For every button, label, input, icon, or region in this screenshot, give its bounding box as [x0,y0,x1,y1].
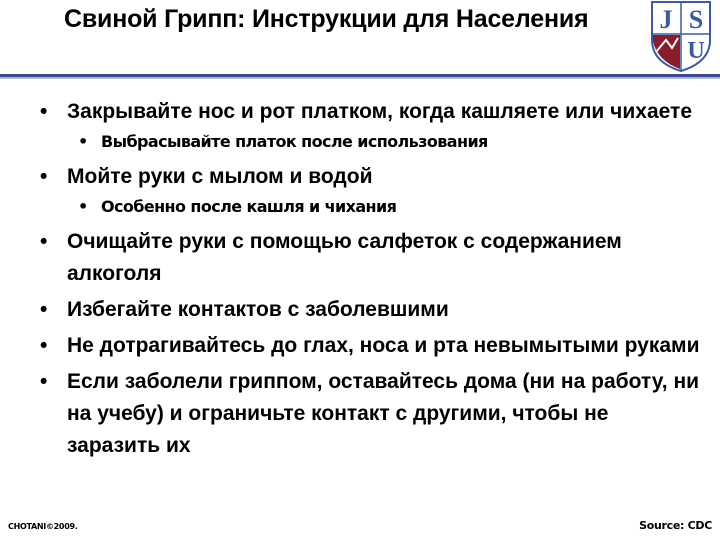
bullet-dot: • [40,165,48,188]
bullet-dot: • [40,370,48,393]
copyright-footer: CHOTANI©2009. [8,522,78,531]
bullet-dot: • [40,334,48,357]
slide-title: Свиной Грипп: Инструкции для Населения [64,5,589,33]
source-footer: Source: CDC [639,519,712,532]
bullet-text: Закрывайте нос и рот платком, когда кашляете или чихаете [67,100,693,123]
bullet-item [0,366,720,462]
sub-bullet-item [0,194,720,220]
bullet-dot: • [40,100,48,123]
sub-bullet-item [0,129,720,155]
title-divider-light [0,77,720,79]
svg-text:S: S [688,5,704,34]
sub-bullet-dot: • [78,197,88,216]
bullet-text: Не дотрагивайтесь до глах, носа и рта невымытыми руками [67,334,700,357]
sub-bullet-text: Особенно после кашля и чихания [101,197,397,216]
svg-text:U: U [687,38,705,64]
bullet-item [0,330,720,362]
bullet-item [0,226,720,290]
bullet-dot: • [40,298,48,321]
bullet-dot: • [40,230,48,253]
sub-bullet-text: Выбрасывайте платок после использования [101,132,488,151]
bullet-text: Мойте руки с мылом и водой [67,165,373,188]
bullet-text: Избегайте контактов с заболевшими [67,298,449,321]
sub-bullet-dot: • [78,132,88,151]
bullet-item [0,161,720,193]
bullet-list [0,96,720,466]
svg-text:J: J [659,5,673,34]
bullet-item [0,96,720,128]
bullet-text: Если заболели гриппом, оставайтесь дома (ни на работу, ни на учебу) и ограничьте контакт с другими, чтобы не заразить их [67,370,700,457]
university-shield-logo-icon [642,0,720,72]
bullet-item [0,294,720,326]
bullet-text: Очищайте руки с помощью салфеток с содержанием алкоголя [67,230,622,285]
